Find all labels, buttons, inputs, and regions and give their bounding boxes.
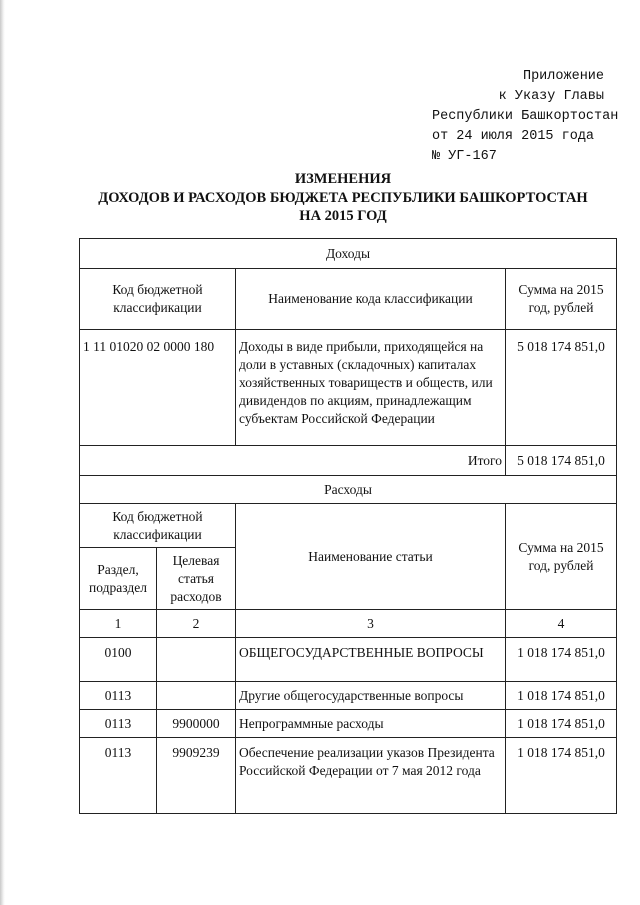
column-number: 4 <box>506 610 617 638</box>
income-section-title: Доходы <box>80 239 617 269</box>
expenses-header-code-group: Код бюджетной классификации <box>80 504 236 548</box>
title-line: ДОХОДОВ И РАСХОДОВ БЮДЖЕТА РЕСПУБЛИКИ БАШКОРТОСТАН <box>98 189 588 206</box>
income-total-sum: 5 018 174 851,0 <box>506 446 617 476</box>
expenses-header-sum: Сумма на 2015 год, рублей <box>506 504 617 610</box>
expenses-header-name: Наименование статьи <box>236 504 506 610</box>
column-number: 2 <box>157 610 236 638</box>
appendix-date: от 24 июля 2015 года <box>432 129 595 144</box>
row-sum: 1 018 174 851,0 <box>506 682 617 710</box>
appendix-number: № УГ-167 <box>432 149 497 164</box>
expenses-header-section: Раздел, подраздел <box>80 548 157 610</box>
row-target <box>157 638 236 682</box>
expenses-header-target: Целевая статья расходов <box>157 548 236 610</box>
title-line: ИЗМЕНЕНИЯ <box>294 171 392 187</box>
appendix-line: Республики Башкортостан <box>432 109 619 124</box>
row-target: 9909239 <box>157 738 236 814</box>
table-row <box>80 738 617 814</box>
income-header-name: Наименование кода классификации <box>236 269 506 330</box>
title-line: НА 2015 ГОД <box>299 208 387 224</box>
column-number: 1 <box>80 610 157 638</box>
row-section: 0100 <box>80 638 157 682</box>
row-name: Другие общегосударственные вопросы <box>236 682 506 710</box>
income-header-sum: Сумма на 2015 год, рублей <box>506 269 617 330</box>
expenses-section-title: Расходы <box>80 476 617 504</box>
row-name: Непрограммные расходы <box>236 710 506 738</box>
row-sum: 1 018 174 851,0 <box>506 710 617 738</box>
row-section: 0113 <box>80 710 157 738</box>
income-row-sum: 5 018 174 851,0 <box>506 330 617 446</box>
row-section: 0113 <box>80 682 157 710</box>
income-row-code: 1 11 01020 02 0000 180 <box>80 330 236 446</box>
row-section: 0113 <box>80 738 157 814</box>
income-row-name: Доходы в виде прибыли, приходящейся на доли в уставных (складочных) капиталах хозяйственных товариществ и обществ, или дивидендов по акциям, принадлежащим субъектам Российской Федерации <box>236 330 506 446</box>
income-header-code: Код бюджетной классификации <box>80 269 236 330</box>
income-total-label: Итого <box>80 446 506 476</box>
appendix-block <box>432 67 632 167</box>
row-sum: 1 018 174 851,0 <box>506 638 617 682</box>
scan-edge-shadow <box>0 0 5 905</box>
table-row <box>80 682 617 710</box>
row-target: 9900000 <box>157 710 236 738</box>
column-number: 3 <box>236 610 506 638</box>
row-target <box>157 682 236 710</box>
row-sum: 1 018 174 851,0 <box>506 738 617 814</box>
appendix-line: Приложение <box>522 69 604 84</box>
row-name: Обеспечение реализации указов Президента Российской Федерации от 7 мая 2012 года <box>236 738 506 814</box>
document-title <box>0 170 640 226</box>
budget-table <box>79 238 617 814</box>
table-row <box>80 638 617 682</box>
appendix-line: к Указу Главы <box>498 89 604 104</box>
row-name: ОБЩЕГОСУДАРСТВЕННЫЕ ВОПРОСЫ <box>236 638 506 682</box>
table-row <box>80 710 617 738</box>
